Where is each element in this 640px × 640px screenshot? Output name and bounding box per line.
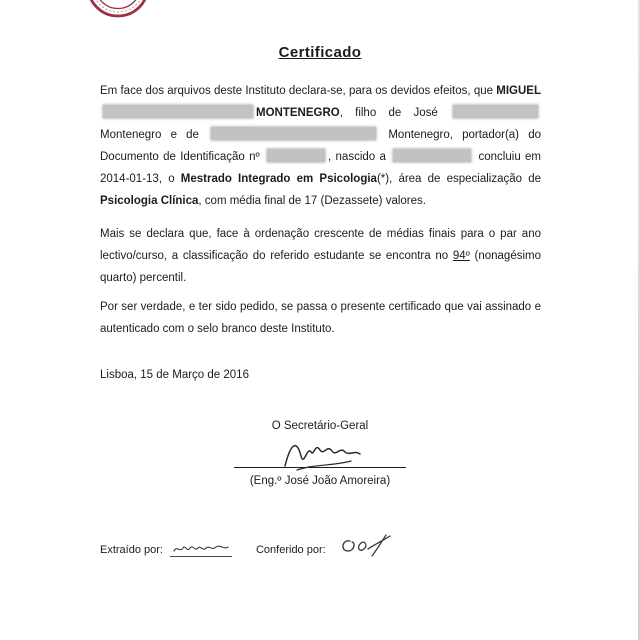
percentile-value: 94º [452, 250, 470, 262]
footer-row [100, 528, 394, 557]
text-run: Montenegro e de [100, 129, 209, 141]
degree-name: Mestrado Integrado em Psicologia [180, 173, 377, 185]
extracted-by-label: Extraído por: [100, 544, 163, 556]
student-first-name: MIGUEL [496, 85, 541, 97]
redacted-mother-name [211, 127, 376, 140]
text-run: Mais se declara que, face à ordenação crescente de médias finais para o par ano lectivo/curso, a classificação do referido estudante se encontra no [100, 228, 541, 262]
secretary-signature-icon [275, 434, 365, 476]
text-run: (*), área de especialização de [376, 173, 541, 185]
checked-by-label: Conferido por: [255, 544, 326, 556]
extracted-by-signature-icon [170, 542, 232, 557]
paragraph-percentile [100, 223, 541, 289]
text-run: Montenegro, portador(a) do Documento de Identificação nº [100, 129, 541, 163]
text-run: , filho de José [339, 107, 450, 119]
redacted-birth-date [393, 149, 471, 162]
place-and-date: Lisboa, 15 de Março de 2016 [100, 369, 249, 381]
text-run: , nascido a [328, 151, 391, 163]
redacted-father-name [453, 105, 538, 118]
text-run: concluiu em 2014-01-13, o [100, 151, 541, 185]
student-last-name: MONTENEGRO [256, 107, 340, 119]
redacted-middle-name [103, 105, 253, 118]
certificate-title: Certificado [278, 44, 362, 61]
signature-block [0, 419, 640, 489]
partial-red-seal-icon [86, 0, 150, 18]
signatory-name: (Eng.º José João Amoreira) [249, 475, 391, 487]
signature-line [234, 467, 406, 468]
paragraph-declaration [100, 80, 541, 212]
certificate-body [100, 80, 541, 386]
redacted-id-number [267, 149, 325, 162]
text-run: (nonagésimo quarto) percentil. [100, 250, 541, 284]
text-run: Em face dos arquivos deste Instituto declara-se, para os devidos efeitos, que [100, 85, 497, 97]
specialization-name: Psicologia Clínica [100, 195, 199, 207]
checked-by-signature-icon [334, 533, 394, 562]
text-run: , com média final de 17 (Dezassete) valores. [198, 195, 426, 207]
paragraph-closing: Por ser verdade, e ter sido pedido, se passa o presente certificado que vai assinado e autenticado com o selo branco deste Instituto. [100, 301, 541, 335]
signatory-role: O Secretário-Geral [271, 420, 369, 432]
